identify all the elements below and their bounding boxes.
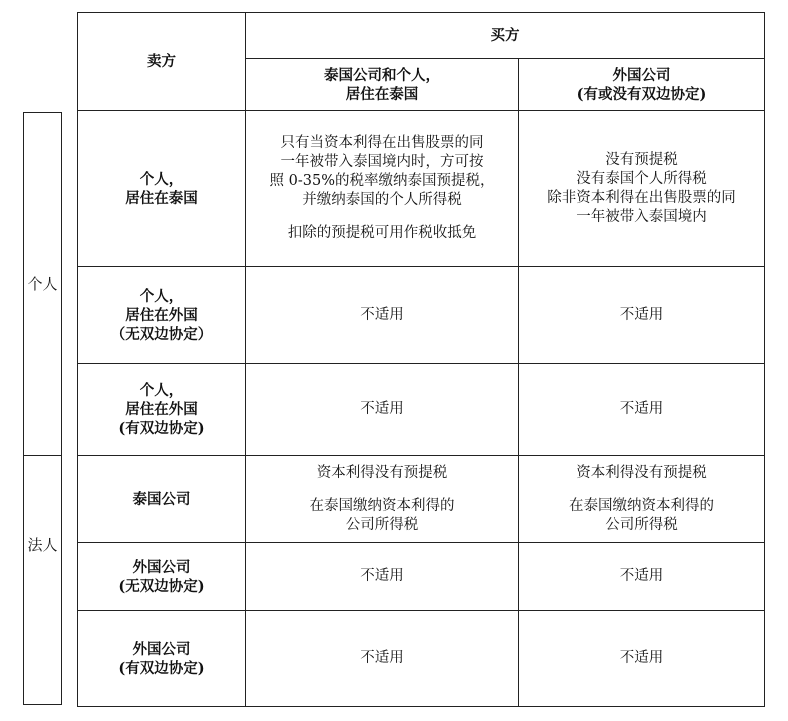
cell-line: 外国公司 bbox=[132, 558, 191, 576]
cell-line: 居住在泰国 bbox=[125, 189, 198, 207]
cell-line: 不适用 bbox=[619, 568, 664, 584]
cell-line: 资本利得没有预提税 bbox=[316, 464, 448, 481]
cell-line: 公司所得税 bbox=[345, 516, 419, 533]
cell-line: (无双边协定) bbox=[118, 577, 205, 595]
row-6-col2 bbox=[519, 611, 765, 707]
row-4-col2 bbox=[519, 456, 765, 543]
cell-line: 个人， bbox=[139, 170, 184, 188]
cell-line: 不适用 bbox=[619, 401, 664, 417]
cell-line: (有双边协定) bbox=[118, 420, 205, 437]
row-4-col1 bbox=[246, 456, 519, 543]
cell-line: 在泰国缴纳资本利得的 bbox=[569, 497, 714, 514]
cell-line: 只有当资本利得在出售股票的同 bbox=[280, 135, 484, 151]
group-individual-box bbox=[23, 112, 62, 456]
header-col-thai bbox=[246, 59, 519, 111]
line-gap bbox=[523, 483, 760, 497]
row-6-col1 bbox=[246, 611, 519, 707]
cell-line: 没有预提税 bbox=[605, 151, 678, 168]
group-corporate-text: 法人 bbox=[27, 536, 58, 554]
cell-line: 居住在泰国 bbox=[345, 85, 419, 103]
tax-table bbox=[77, 12, 765, 707]
row-1-col1 bbox=[246, 111, 519, 267]
cell-line: 泰国公司和个人， bbox=[324, 66, 440, 84]
cell-line: (有或没有双边协定) bbox=[576, 85, 707, 103]
cell-line: 一年被带入泰国境内 bbox=[576, 208, 707, 225]
cell-line: 不适用 bbox=[360, 401, 404, 417]
row-2-col2 bbox=[519, 267, 765, 364]
row-2-col1 bbox=[246, 267, 519, 364]
header-seller bbox=[78, 13, 246, 111]
cell-line: (有双边协定) bbox=[118, 659, 205, 677]
header-buyer-text: 买方 bbox=[490, 27, 520, 44]
group-corporate-box bbox=[23, 455, 62, 705]
header-seller-text: 卖方 bbox=[147, 53, 176, 70]
group-corporate-label bbox=[24, 536, 61, 554]
cell-line: 公司所得税 bbox=[605, 516, 678, 533]
cell-line: 不适用 bbox=[360, 568, 404, 584]
group-individual-text: 个人 bbox=[27, 275, 58, 293]
cell-line: 并缴纳泰国的个人所得税 bbox=[302, 192, 462, 208]
row-5-seller bbox=[78, 543, 246, 611]
cell-line: （无双边协定） bbox=[110, 325, 213, 343]
row-6-seller bbox=[78, 611, 246, 707]
row-5-col1 bbox=[246, 543, 519, 611]
row-3-seller bbox=[78, 364, 246, 456]
group-individual-label bbox=[24, 275, 61, 293]
row-1-seller bbox=[78, 111, 246, 267]
row-3-col1 bbox=[246, 364, 519, 456]
cell-line: 不适用 bbox=[619, 306, 664, 323]
cell-line: 外国公司 bbox=[132, 640, 191, 658]
cell-line: 照 0-35%的税率缴纳泰国预提税， bbox=[269, 173, 495, 189]
cell-line: 没有泰国个人所得税 bbox=[576, 170, 707, 187]
cell-line: 个人， bbox=[139, 382, 184, 399]
cell-line: 不适用 bbox=[360, 650, 404, 666]
line-gap bbox=[250, 210, 514, 224]
cell-line: 除非资本利得在出售股票的同 bbox=[547, 189, 736, 206]
row-3-col2 bbox=[519, 364, 765, 456]
cell-line: 居住在外国 bbox=[125, 401, 198, 418]
line-gap bbox=[250, 483, 514, 497]
cell-line: 泰国公司 bbox=[132, 490, 191, 508]
cell-line: 不适用 bbox=[360, 306, 404, 323]
cell-line: 不适用 bbox=[619, 650, 664, 666]
row-2-seller bbox=[78, 267, 246, 364]
row-5-col2 bbox=[519, 543, 765, 611]
cell-line: 外国公司 bbox=[612, 66, 671, 84]
row-1-col2 bbox=[519, 111, 765, 267]
cell-line: 一年被带入泰国境内时，方可按 bbox=[280, 154, 484, 170]
cell-line: 资本利得没有预提税 bbox=[576, 464, 707, 481]
header-col-foreign bbox=[519, 59, 765, 111]
cell-line: 扣除的预提税可用作税收抵免 bbox=[287, 225, 477, 241]
cell-line: 在泰国缴纳资本利得的 bbox=[309, 497, 455, 514]
cell-line: 个人， bbox=[139, 287, 184, 305]
row-4-seller bbox=[78, 456, 246, 543]
cell-line: 居住在外国 bbox=[125, 306, 198, 324]
header-buyer bbox=[246, 13, 765, 59]
